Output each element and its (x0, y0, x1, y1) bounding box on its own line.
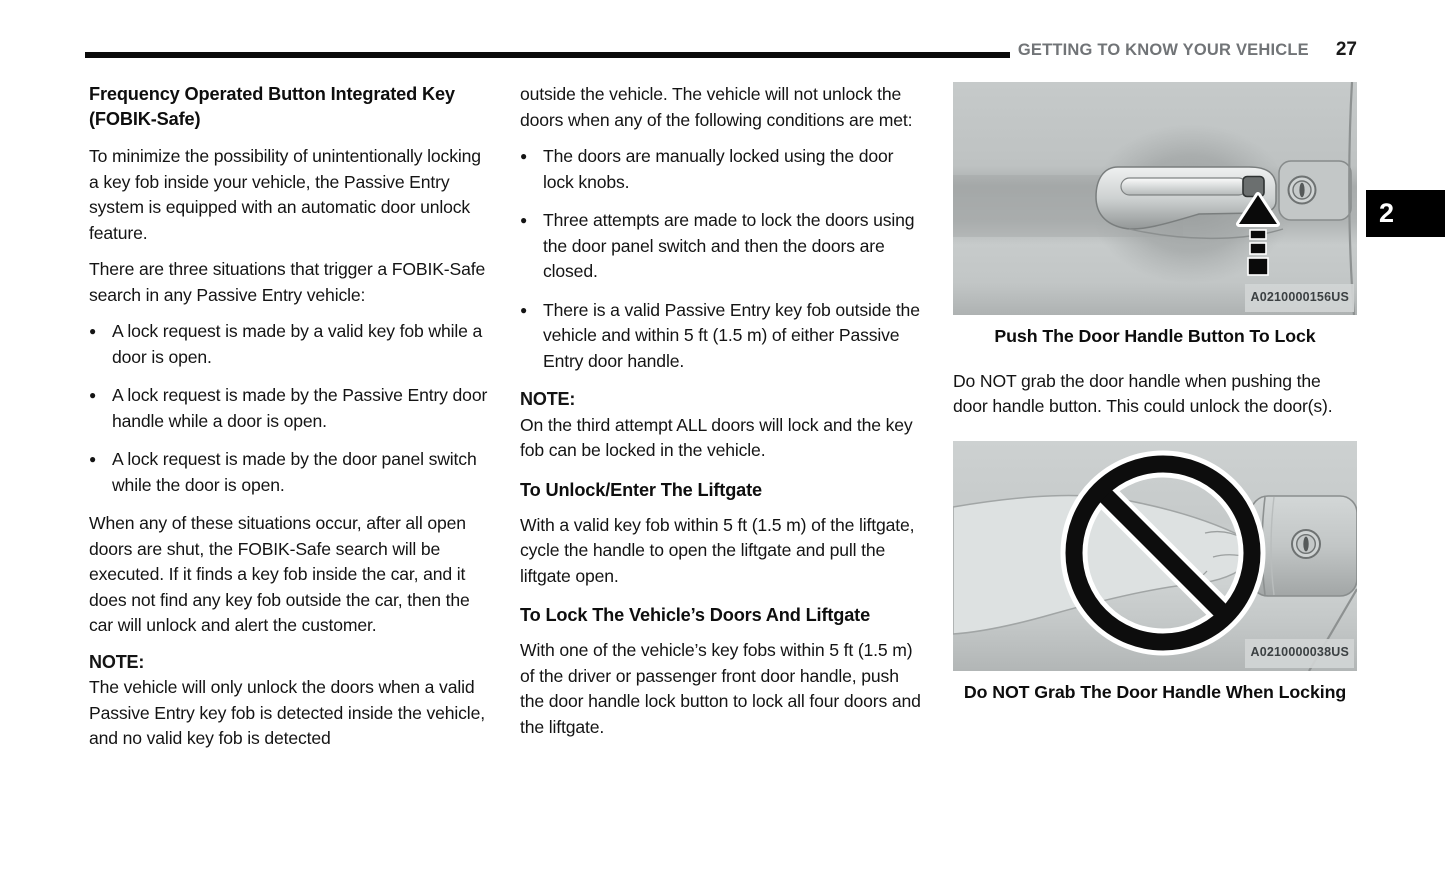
chapter-tab (1366, 190, 1445, 237)
paragraph: To minimize the possibility of unintentionally locking a key fob inside your vehicle, the Passive Entry system is equipped with an automatic door unlock feature. (89, 146, 481, 243)
paragraph: With a valid key fob within 5 ft (1.5 m) of the liftgate, cycle the handle to open the liftgate and pull the liftgate open. (520, 514, 915, 586)
column-middle (520, 82, 922, 751)
bullet-item: ● A lock request is made by the door panel switch while the door is open. (89, 447, 491, 498)
bullet-list (520, 144, 922, 374)
section-heading-lock-doors: To Lock The Vehicle’s Doors And Liftgate (520, 605, 871, 625)
column-left (89, 82, 491, 763)
section-heading-unlock-liftgate: To Unlock/Enter The Liftgate (520, 479, 763, 500)
no-grab-illustration (953, 441, 1357, 671)
note-text: On the third attempt ALL doors will lock and the key fob can be locked in the vehicle. (520, 414, 913, 460)
page-header (1017, 39, 1357, 61)
paragraph: There are three situations that trigger a FOBIK-Safe search in any Passive Entry vehicle: (89, 259, 486, 305)
figure-caption: Push The Door Handle Button To Lock (994, 326, 1316, 346)
figure-door-handle-lock (953, 82, 1357, 350)
figure-watermark: A0210000156US (1245, 284, 1354, 313)
chapter-tab-label: 2 (1379, 198, 1395, 228)
header-rule (85, 52, 1010, 58)
keyhole-icon (1292, 530, 1320, 558)
handle-chrome-strip (1121, 178, 1247, 195)
door-handle-illustration (953, 82, 1357, 315)
paragraph: When any of these situations occur, after all open doors are shut, the FOBIK-Safe search will be executed. If it finds a key fob inside the car, and it does not find any key fob outside the car, then the car will unlock and alert the customer. (89, 513, 470, 635)
bullet-item: ● Three attempts are made to lock the doors using the door panel switch and then the doors are closed. (520, 208, 922, 285)
page-number: 27 (1335, 39, 1357, 60)
bullet-item: ● A lock request is made by the Passive Entry door handle while a door is open. (89, 383, 491, 434)
paragraph: outside the vehicle. The vehicle will not unlock the doors when any of the following conditions are met: (520, 84, 913, 130)
note-label: NOTE: (89, 651, 145, 672)
door-handle-illustration-svg (953, 82, 1357, 315)
note-text: The vehicle will only unlock the doors when a valid Passive Entry key fob is detected inside the vehicle, and no valid key fob is detected (89, 677, 485, 748)
figure-caption: Do NOT Grab The Door Handle When Locking (963, 681, 1347, 702)
section-heading-fobik: Frequency Operated Button Integrated Key (FOBIK-Safe) (89, 84, 455, 129)
figure-watermark: A0210000038US (1245, 639, 1354, 668)
bullet-item: ● A lock request is made by a valid key fob while a door is open. (89, 319, 491, 370)
bullet-item: ● The doors are manually locked using the door lock knobs. (520, 144, 922, 195)
paragraph: Do NOT grab the door handle when pushing the door handle button. This could unlock the door(s). (953, 370, 1333, 416)
paragraph: With one of the vehicle’s key fobs within 5 ft (1.5 m) of the driver or passenger front door handle, push the door handle lock button to lock all four doors and the liftgate. (520, 640, 921, 737)
bullet-list (89, 319, 491, 498)
note-label: NOTE: (520, 389, 576, 409)
figure-no-grab-warning (953, 441, 1357, 706)
header-title: GETTING TO KNOW YOUR VEHICLE (1017, 41, 1309, 59)
bullet-item: ● There is a valid Passive Entry key fob outside the vehicle and within 5 ft (1.5 m) of either Passive Entry door handle. (520, 298, 922, 375)
column-right (953, 82, 1357, 705)
door-handle-lock-button (1243, 177, 1264, 197)
no-grab-illustration-svg (953, 441, 1357, 671)
keyhole-icon (1289, 177, 1316, 204)
